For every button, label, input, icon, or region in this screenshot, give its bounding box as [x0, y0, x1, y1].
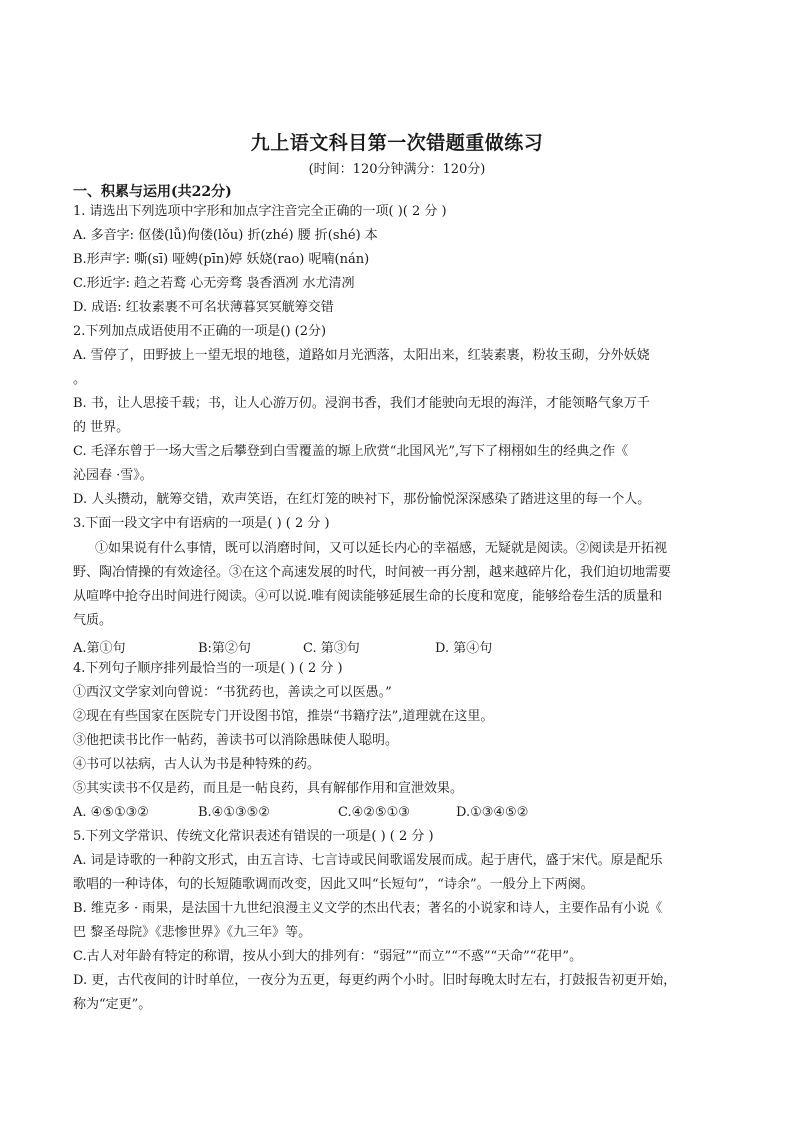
question-5-option-d-cont: 称为“定更”。 — [73, 997, 152, 1012]
question-5-option-d: D. 更，古代夜间的计时单位，一夜分为五更，每更约两个小时。旧时每晚太时左右，打鼓报告初更开始， — [73, 973, 677, 988]
page-subtitle: (时间：120分钟满分：120分) — [308, 162, 486, 177]
question-5-stem: 5.下列文学常识、传统文化常识表述有错误的一项是( ) ( 2 分 ) — [73, 829, 434, 844]
question-1-stem: 1. 请选出下列选项中字形和加点字注音完全正确的一项( )( 2 分 ) — [73, 204, 447, 219]
question-4-sentence: ⑤其实读书不仅是药，而且是一帖良药，具有解郁作用和宣泄效果。 — [73, 781, 464, 796]
question-5-option-c: C.古人对年龄有特定的称谓，按从小到大的排列有：“弱冠”“而立”“不惑”“天命”“花甲”。 — [73, 949, 583, 964]
question-3-passage-line: 气质。 — [73, 613, 113, 628]
question-5-option-b-cont: 巴 黎圣母院》《悲惨世界》《九三年》等。 — [73, 925, 312, 940]
question-4-sentence: ④书可以祛病，古人认为书是种特殊的药。 — [73, 757, 321, 772]
question-2-option-c-cont: 沁园春 ·雪》。 — [73, 468, 153, 483]
question-4-stem: 4.下列句子顺序排列最恰当的一项是( ) ( 2 分 ) — [73, 661, 343, 676]
question-3-passage-line: 野、陶冶情操的有效途径。③在这个高速发展的时代，时间被一再分割，越来越碎片化，我们迫切地需要 — [73, 565, 672, 580]
question-3-option-b: B:第②句 — [198, 641, 251, 656]
question-4-sentence: ②现在有些国家在医院专门开设图书馆，推崇“书籍疗法”,道理就在这里。 — [73, 709, 494, 724]
question-4-sentence: ③他把读书比作一帖药，善读书可以消除愚昧使人聪明。 — [73, 733, 399, 748]
question-3-stem: 3.下面一段文字中有语病的一项是( ) ( 2 分 ) — [73, 516, 330, 531]
page-title: 九上语文科目第一次错题重做练习 — [250, 132, 544, 154]
question-4-option-d: D.①③④⑤② — [456, 805, 529, 820]
question-2-option-c: C. 毛泽东曾于一场大雪之后攀登到白雪覆盖的塬上欣赏“北国风光”,写下了栩栩如生的经典之作《 — [73, 444, 629, 459]
question-2-option-a: A. 雪停了，田野披上一望无垠的地毯，道路如月光洒落，太阳出来，红装素裹，粉妆玉砌，分外妖娆 — [73, 348, 650, 363]
section-heading: 一、积累与运用(共22分) — [73, 184, 232, 200]
question-2-option-d: D. 人头攒动，觥筹交错，欢声笑语，在红灯笼的映衬下，那份愉悦深深感染了踏进这里的每一个人。 — [73, 492, 651, 507]
question-4-option-a: A. ④⑤①③② — [73, 805, 149, 820]
question-4-option-b: B.④①③⑤② — [198, 805, 270, 820]
question-4-sentence: ①西汉文学家刘向曾说：“书犹药也，善读之可以医愚。” — [73, 685, 392, 700]
question-5-option-b: B. 维克多 · 雨果，是法国十九世纪浪漫主义文学的杰出代表；著名的小说家和诗人，主要作品有小说《 — [73, 901, 663, 916]
question-1-option-d: D. 成语: 红妆素裹不可名状薄暮冥冥觥筹交错 — [73, 300, 334, 315]
question-1-option-a: A. 多音字: 伛偻(lǚ)佝偻(lǒu) 折(zhé) 腰 折(shé) 本 — [73, 228, 378, 243]
question-3-passage-line: 从喧哗中抢夺出时间进行阅读。④可以说.唯有阅读能够延展生命的长度和宽度，能够给卷生活的质量和 — [73, 589, 663, 604]
question-3-option-d: D. 第④句 — [435, 641, 493, 656]
question-2-option-a-cont: 。 — [73, 372, 87, 387]
question-3-option-a: A.第①句 — [73, 641, 126, 656]
question-5-option-a: A. 词是诗歌的一种韵文形式，由五言诗、七言诗或民间歌谣发展而成。起于唐代，盛于宋代。原是配乐 — [73, 853, 663, 868]
question-2-stem: 2.下列加点成语使用不正确的一项是() (2分) — [73, 324, 327, 339]
question-1-option-c: C.形近字: 趋之若鹜 心无旁骛 袅香酒冽 水尤清冽 — [73, 276, 355, 291]
question-3-option-c: C. 第③句 — [303, 641, 360, 656]
question-1-option-b: B.形声字: 嘶(sī) 哑娉(pīn)婷 妖娆(rao) 呢喃(nán) — [73, 252, 370, 267]
question-2-option-b-cont: 的 世界。 — [73, 420, 130, 435]
question-4-option-c: C.④②⑤①③ — [338, 805, 410, 820]
question-3-passage: ①如果说有什么事情，既可以消磨时间，又可以延长内心的幸福感，无疑就是阅读。②阅读是开拓视 — [95, 541, 668, 556]
question-2-option-b: B. 书，让人思接千载；书，让人心游万仞。浸润书香，我们才能驶向无垠的海洋，才能领略气象万千 — [73, 396, 650, 411]
question-5-option-a-cont: 歌唱的一种诗体，句的长短随歌调而改变，因此又叫“长短句”，“诗余”。一般分上下两阕。 — [73, 877, 594, 892]
